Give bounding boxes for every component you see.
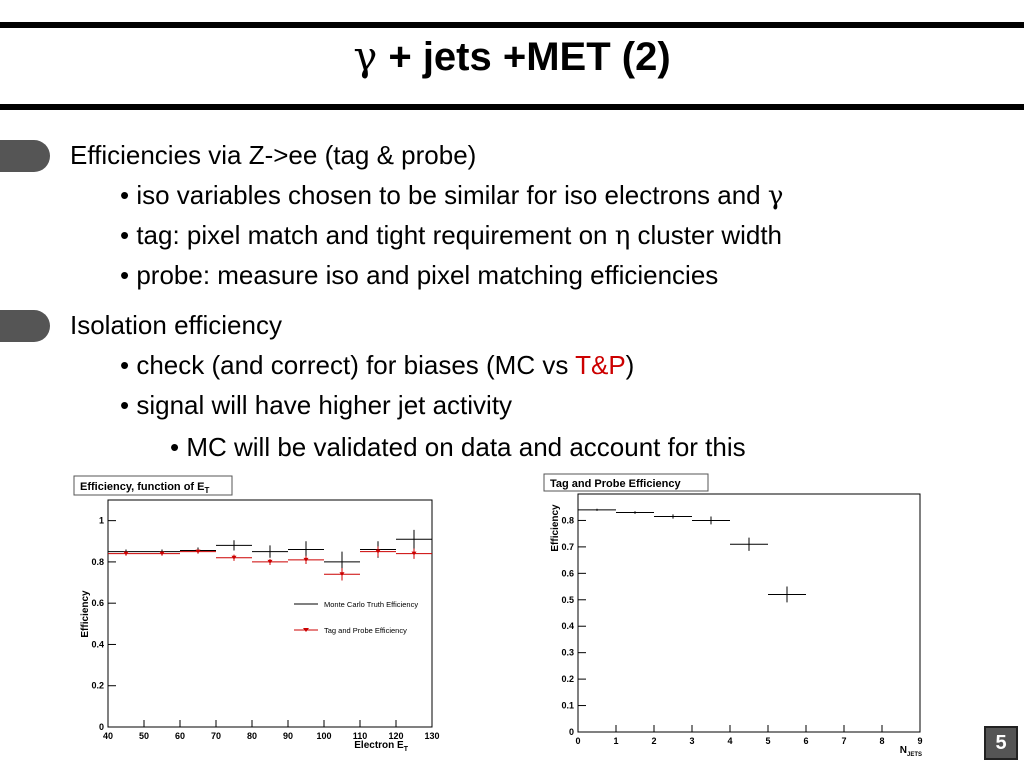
efficiency-vs-et-chart — [60, 470, 450, 760]
data-point — [730, 538, 768, 551]
section-heading: Isolation efficiency — [70, 310, 282, 340]
y-tick-label: 0.2 — [561, 674, 574, 685]
x-tick-label: 60 — [174, 731, 186, 741]
chart2-title-box — [544, 474, 708, 491]
x-tick-label: 110 — [352, 731, 368, 741]
data-point — [654, 514, 692, 518]
y-tick-label: 1 — [98, 515, 104, 526]
tp-highlight: T&P — [575, 350, 626, 380]
x-tick-label: 0 — [575, 736, 581, 746]
data-point — [216, 540, 252, 550]
title-text: + jets +MET (2) — [377, 35, 671, 79]
bullet-item: • tag: pixel match and tight requirement on η cluster width — [120, 220, 783, 251]
data-point — [216, 555, 252, 561]
x-tick-label: 8 — [879, 736, 885, 746]
data-point — [692, 516, 730, 524]
data-point — [396, 530, 432, 549]
legend-mc-label: Monte Carlo Truth Efficiency — [324, 600, 419, 609]
gamma-symbol: γ — [767, 181, 784, 211]
x-tick-label: 4 — [727, 736, 733, 746]
y-tick-label: 0.2 — [91, 680, 104, 691]
x-tick-label: 130 — [424, 731, 440, 741]
data-point — [768, 587, 806, 603]
data-point — [616, 511, 654, 514]
eta-symbol: η — [614, 221, 631, 251]
chart1-legend — [294, 600, 418, 635]
title-gamma-symbol: γ — [353, 34, 378, 80]
y-tick-label: 0.6 — [91, 598, 104, 609]
data-point — [144, 552, 180, 556]
y-tick-label: 0 — [98, 722, 104, 732]
bullet-pill-icon — [0, 310, 50, 342]
data-point — [288, 541, 324, 558]
slide-title — [0, 34, 1024, 80]
top-rule — [0, 22, 1024, 28]
x-tick-label: 2 — [651, 736, 657, 746]
chart1-frame — [108, 500, 432, 727]
chart1-title: Efficiency, function of $E_T$ — [80, 481, 210, 495]
bullet-item: • MC will be validated on data and account for this — [170, 432, 746, 462]
chart1-ylabel: Efficiency — [80, 590, 91, 638]
y-tick-label: 0.4 — [91, 639, 104, 650]
x-tick-label: 40 — [102, 731, 114, 741]
y-tick-label: 0.7 — [561, 541, 574, 552]
y-tick-label: 0 — [568, 727, 574, 737]
x-tick-label: 120 — [388, 731, 404, 741]
x-tick-label: 9 — [917, 736, 923, 746]
data-point — [108, 552, 144, 556]
x-tick-label: 50 — [138, 731, 150, 741]
data-point — [578, 509, 616, 511]
data-point — [324, 568, 360, 580]
x-tick-label: 90 — [282, 731, 294, 741]
section-heading: Efficiencies via Z->ee (tag & probe) — [70, 140, 477, 170]
y-tick-label: 0.5 — [561, 594, 574, 605]
chart1-title-box — [74, 476, 232, 495]
y-tick-label: 0.4 — [561, 621, 574, 632]
x-tick-label: 80 — [246, 731, 258, 741]
y-tick-label: 0.6 — [561, 568, 574, 579]
y-tick-label: 0.8 — [561, 515, 574, 526]
page-number: 5 — [984, 726, 1018, 760]
x-tick-label: 5 — [765, 736, 771, 746]
x-tick-label: 100 — [316, 731, 332, 741]
y-tick-label: 0.8 — [91, 556, 104, 567]
efficiency-vs-njets-chart — [530, 466, 935, 760]
data-point — [252, 559, 288, 565]
bullet-item: • iso variables chosen to be similar for iso electrons and γ — [120, 180, 784, 211]
chart2-xlabel: $N_{JETS}$ — [899, 745, 922, 758]
data-point — [288, 556, 324, 564]
x-tick-label: 3 — [689, 736, 695, 746]
data-point — [252, 545, 288, 557]
chart2-title: Tag and Probe Efficiency — [550, 478, 681, 490]
y-tick-label: 0.3 — [561, 647, 574, 658]
bullet-item: • probe: measure iso and pixel matching efficiencies — [120, 260, 719, 290]
x-tick-label: 70 — [210, 731, 222, 741]
data-point — [396, 548, 432, 558]
bullet-item: • signal will have higher jet activity — [120, 390, 513, 420]
chart1-xlabel: Electron $E_T$ — [354, 740, 408, 753]
y-tick-label: 0.1 — [561, 700, 574, 711]
bottom-rule — [0, 104, 1024, 110]
x-tick-label: 7 — [841, 736, 847, 746]
data-point — [360, 546, 396, 556]
x-tick-label: 6 — [803, 736, 809, 746]
chart2-ylabel: Efficiency — [550, 504, 561, 552]
legend-tp-label: Tag and Probe Efficiency — [324, 626, 407, 635]
bullet-pill-icon — [0, 140, 50, 172]
x-tick-label: 1 — [613, 736, 619, 746]
bullet-item: • check (and correct) for biases (MC vs T&P) — [120, 350, 635, 380]
chart2-frame — [578, 494, 920, 732]
